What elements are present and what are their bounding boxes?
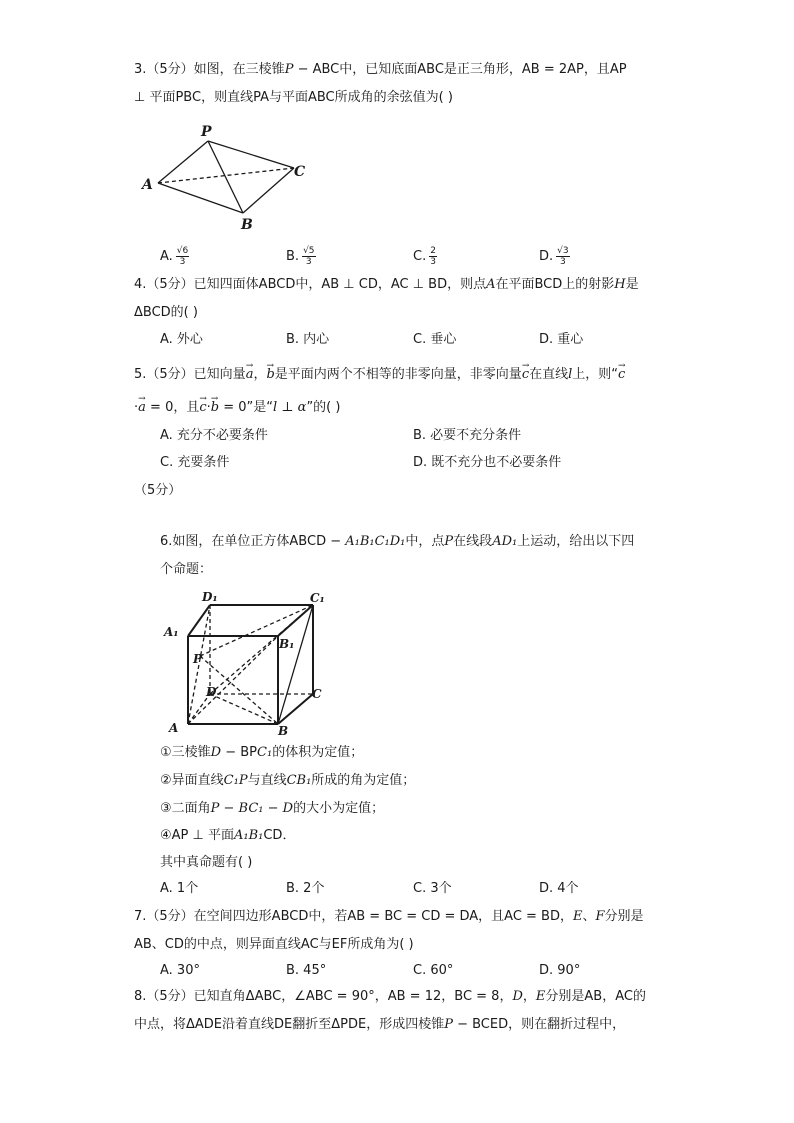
label-a: A (142, 177, 153, 193)
edge-bc1 (278, 605, 313, 724)
q5-option-a[interactable]: A. 充分不必要条件 (160, 428, 268, 443)
label-c1: C₁ (310, 591, 325, 605)
q5-option-b[interactable]: B. 必要不充分条件 (413, 428, 522, 443)
seg-db (210, 694, 278, 724)
q4-option-b[interactable]: B. 内心 (286, 332, 330, 347)
q6-prop-2: ②异面直线C₁P与直线CB₁所成的角为定值； (160, 773, 416, 788)
q6-prop-4: ④AP ⊥ 平面A₁B₁CD． (160, 828, 296, 843)
seg-pc1 (200, 605, 313, 656)
q3-text: 3.（5分）如图，在三棱锥 (134, 62, 285, 77)
q7-option-d[interactable]: D. 90° (539, 963, 581, 978)
q3-var-p: P (284, 62, 294, 77)
q7-stem-line2: AB、CD的中点，则异面直线AC与EF所成角为( ) (134, 937, 414, 952)
q3-option-b[interactable]: B. $\frac{√5}{3}$ (286, 246, 315, 267)
q4-stem-line2: ΔBCD的( ) (134, 305, 198, 320)
q5-option-c[interactable]: C. 充要条件 (160, 455, 230, 470)
q6-ask: 其中真命题有( ) (160, 855, 253, 870)
seg-dc1 (210, 605, 313, 694)
q5-option-d[interactable]: D. 既不充分也不必要条件 (413, 455, 562, 470)
q7-option-b[interactable]: B. 45° (286, 963, 327, 978)
q6-option-b[interactable]: B. 2个 (286, 881, 325, 896)
label-d: D (206, 685, 217, 699)
q3-text: − ABC中，已知底面ABC是正三角形，AB = 2AP，且AP (293, 62, 627, 77)
label-b1: B₁ (279, 637, 295, 651)
q6-prop-3: ③二面角P − BC₁ − D的大小为定值； (160, 801, 385, 816)
q8-stem-line2: 中点，将ΔADE沿着直线DE翻折至ΔPDE，形成四棱锥P − BCED，则在翻折过程中， (134, 1017, 626, 1032)
q4-option-d[interactable]: D. 重心 (539, 332, 584, 347)
q7-option-a[interactable]: A. 30° (160, 963, 200, 978)
q5-stem-line2: ·→ a = 0，且→ c·→ b = 0”是“l ⊥ α”的( ) (134, 399, 340, 417)
q3-option-a[interactable]: A. $\frac{√6}{3}$ (160, 246, 189, 267)
q6-cube-figure (160, 586, 335, 738)
q7-stem-line1: 7.（5分）在空间四边形ABCD中，若AB = BC = CD = DA，且AC = BD，E、F分别是 (134, 909, 644, 924)
label-b: B (241, 217, 253, 233)
q5-score: （5分） (134, 483, 182, 498)
q4-stem-line1: 4.（5分）已知四面体ABCD中，AB ⊥ CD，AC ⊥ BD，则点A在平面BCD上的射影H是 (134, 277, 639, 292)
diag-ab1 (188, 636, 278, 724)
q3-option-d[interactable]: D. $\frac{√3}{3}$ (539, 246, 569, 267)
q6-option-d[interactable]: D. 4个 (539, 881, 579, 896)
edge-bc (278, 694, 313, 724)
edge-bc (243, 168, 294, 213)
label-a: A (169, 721, 179, 735)
q6-option-c[interactable]: C. 3个 (413, 881, 452, 896)
q4-option-c[interactable]: C. 垂心 (413, 332, 457, 347)
q4-option-a[interactable]: A. 外心 (160, 332, 203, 347)
q6-prop-1: ①三棱锥D − BPC₁的体积为定值； (160, 745, 364, 760)
label-c: C (312, 687, 322, 701)
q3-stem-line1 (134, 61, 627, 79)
label-p: P (201, 124, 212, 140)
q6-option-a[interactable]: A. 1个 (160, 881, 199, 896)
q5-stem-line1: 5.（5分）已知向量→ a，→ b是平面内两个不相等的非零向量，非零向量→ c在直线l上，则“→ c (134, 366, 625, 384)
label-c: C (294, 164, 306, 180)
label-b: B (278, 724, 289, 738)
q3-pyramid-figure (138, 118, 318, 234)
edge-pc (208, 141, 294, 168)
q6-stem-line2: 个命题： (160, 562, 213, 577)
q8-stem-line1: 8.（5分）已知直角ΔABC，∠ABC = 90°，AB = 12，BC = 8，D，E分别是AB，AC的 (134, 989, 646, 1004)
q3-stem-line2: ⊥ 平面PBC，则直线PA与平面ABC所成角的余弦值为( ) (134, 90, 453, 105)
label-a1: A₁ (164, 625, 179, 639)
edge-pa (158, 141, 208, 183)
q6-stem-line1: 6.如图，在单位正方体ABCD − A₁B₁C₁D₁中，点P在线段AD₁上运动，给出以下四 (160, 534, 635, 549)
q7-option-c[interactable]: C. 60° (413, 963, 454, 978)
q3-option-c[interactable]: C. $\frac{2}{3}$ (413, 246, 436, 267)
edge-ac-hidden (158, 168, 294, 183)
label-p: P (193, 652, 203, 666)
label-d1: D₁ (202, 590, 218, 604)
